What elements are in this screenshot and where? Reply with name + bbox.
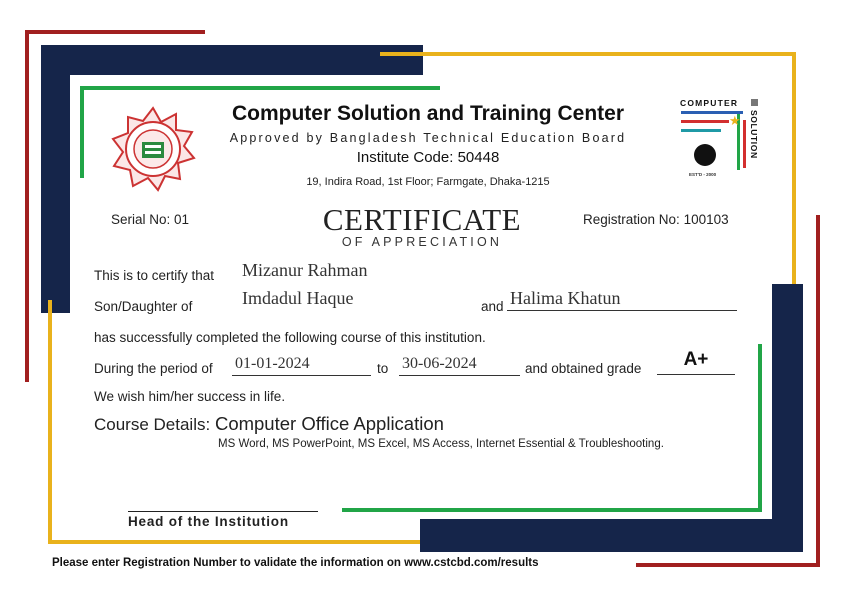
certify-label: This is to certify that <box>94 268 215 283</box>
institute-approval: Approved by Bangladesh Technical Education Board <box>229 131 627 145</box>
bteb-seal-logo <box>110 106 196 192</box>
grade-value: A+ <box>657 349 735 375</box>
frame-red-top-left-horizontal <box>25 30 205 34</box>
to-label: to <box>377 361 389 376</box>
period-label: During the period of <box>94 361 213 376</box>
serial-number <box>111 212 189 227</box>
frame-green-top <box>80 86 440 90</box>
frame-red-bottom-right-vertical <box>816 215 820 567</box>
registration-label: Registration No: <box>583 212 680 227</box>
brand-logo-stripe-red <box>681 120 729 123</box>
institute-address <box>200 176 656 188</box>
frame-gold-right <box>792 52 796 284</box>
frame-red-bottom-right-horizontal <box>636 563 820 567</box>
brand-logo-star-icon: ★ <box>729 113 741 128</box>
footer-validation-note: Please enter Registration Number to validate the information on www.cstcbd.com/results <box>52 557 539 569</box>
frame-red-top-left-vertical <box>25 30 29 382</box>
brand-logo-square <box>751 99 758 106</box>
institute-code: Institute Code: 50448 <box>356 149 500 166</box>
certificate-title: CERTIFICATE <box>322 202 522 237</box>
frame-green-left <box>80 86 84 178</box>
frame-green-bottom <box>342 508 762 512</box>
course-details-row <box>94 413 444 435</box>
frame-gold-bottom <box>48 540 448 544</box>
brand-logo-vertical-text: SOLUTION <box>749 110 759 159</box>
grade-label: and obtained grade <box>525 361 642 376</box>
certificate-subtitle: OF APPRECIATION <box>341 235 503 249</box>
son-daughter-label: Son/Daughter of <box>94 299 193 314</box>
brand-logo-est-text: EST'D - 2000 <box>689 172 717 177</box>
institute-name: Computer Solution and Training Center <box>231 102 624 125</box>
brand-logo-stripe-teal <box>681 129 721 132</box>
father-name: Imdadul Haque <box>242 288 354 308</box>
signature-line <box>128 511 318 512</box>
brand-logo-top-text: COMPUTER <box>680 98 739 108</box>
frame-green-right <box>758 344 762 512</box>
institute-address-text: 19, Indira Road, 1st Floor; Farmgate, Dhaka-1215 <box>306 176 550 188</box>
serial-label: Serial No: <box>111 212 171 227</box>
course-topics: MS Word, MS PowerPoint, MS Excel, MS Access, Internet Essential & Troubleshooting. <box>218 438 664 450</box>
frame-gold-left <box>48 300 52 544</box>
and-label: and <box>481 299 504 314</box>
computer-solution-logo <box>679 96 761 182</box>
serial-value: 01 <box>174 212 190 227</box>
end-date: 30-06-2024 <box>399 355 520 376</box>
course-details-label: Course Details: <box>94 415 211 434</box>
recipient-name: Mizanur Rahman <box>242 260 368 280</box>
start-date: 01-01-2024 <box>232 355 371 376</box>
completion-text: has successfully completed the following course of this institution. <box>94 330 486 345</box>
registration-number <box>583 212 729 227</box>
mother-name: Halima Khatun <box>507 288 737 311</box>
registration-value: 100103 <box>683 212 729 227</box>
signature-label: Head of the Institution <box>128 514 289 529</box>
frame-gold-top <box>380 52 796 56</box>
brand-logo-stripe-red-vertical <box>743 120 746 168</box>
brand-logo-dot <box>694 144 716 166</box>
course-name: Computer Office Application <box>214 413 444 434</box>
wish-text: We wish him/her success in life. <box>94 389 286 404</box>
